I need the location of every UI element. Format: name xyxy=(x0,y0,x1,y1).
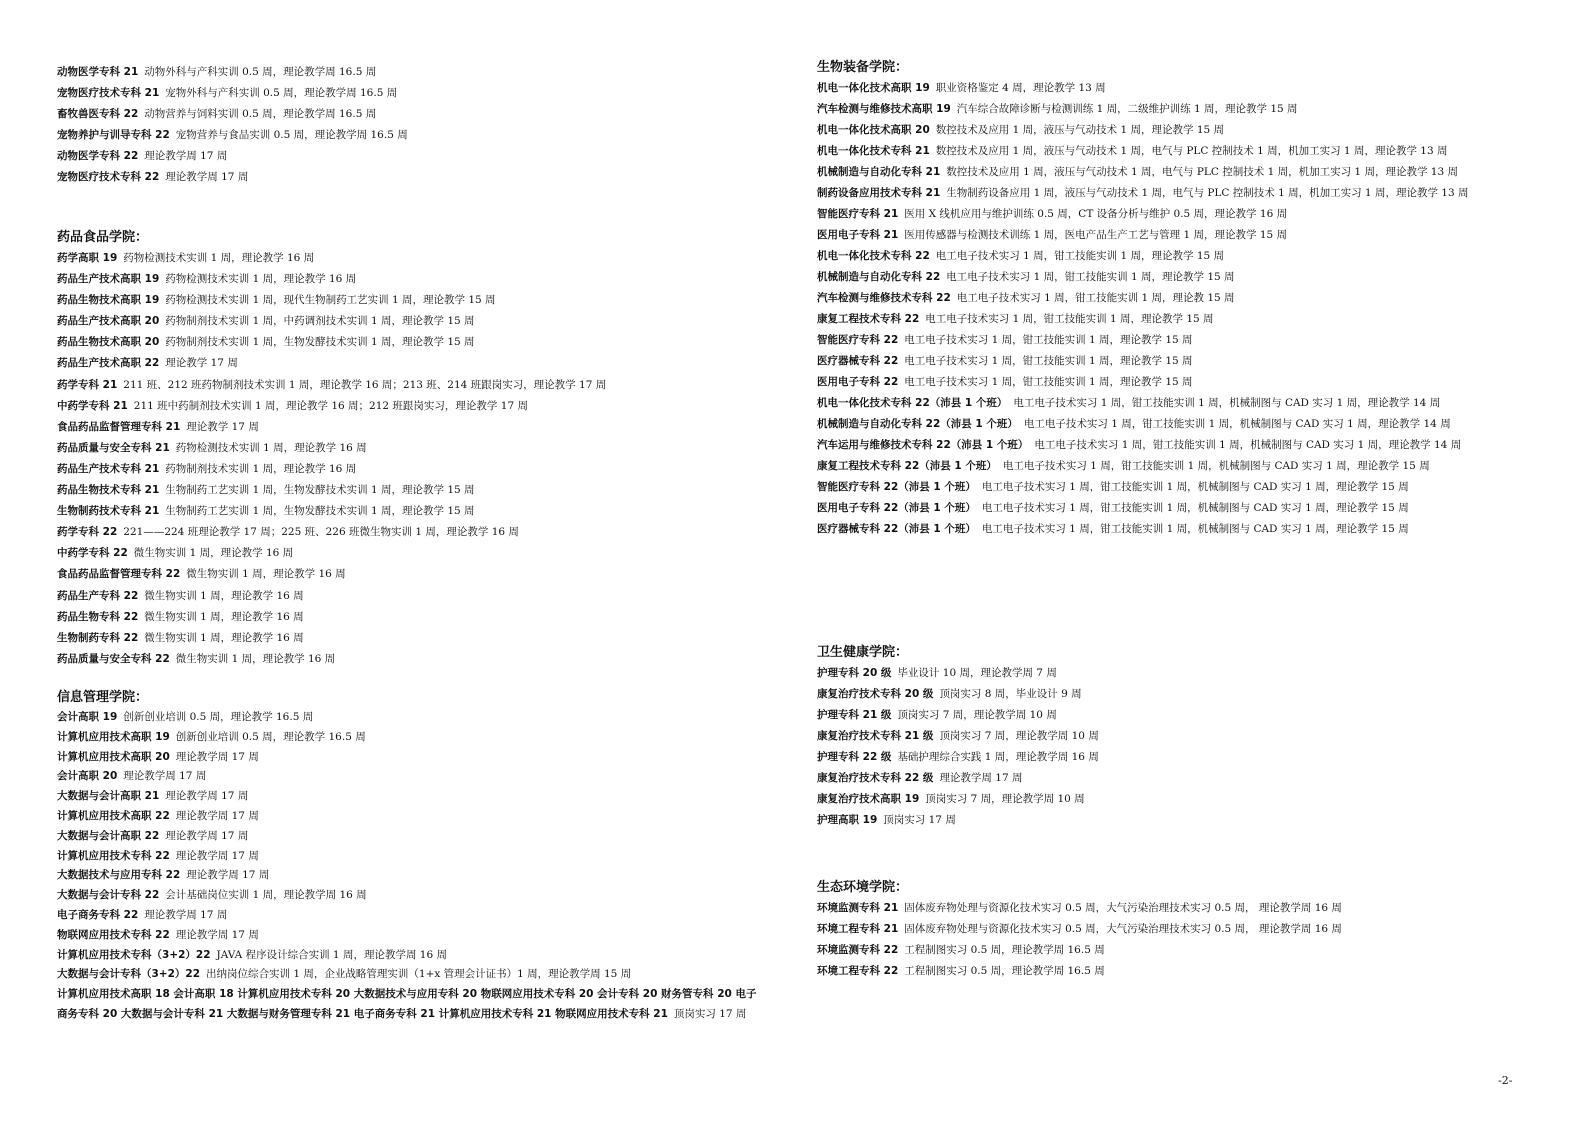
schedule-row xyxy=(57,906,757,926)
schedule-row xyxy=(817,519,1517,540)
schedule-row xyxy=(817,940,1517,961)
class-name: 会计高职 19 xyxy=(57,711,118,723)
schedule-row xyxy=(57,926,757,946)
schedule-detail: 理论教学周 17 周 xyxy=(186,869,270,882)
schedule-row xyxy=(57,728,757,748)
schedule-row xyxy=(57,985,757,1025)
schedule-detail: 动物营养与饲料实训 0.5 周，理论教学周 16.5 周 xyxy=(144,108,377,120)
schedule-row xyxy=(817,747,1517,768)
schedule-detail: 医用 X 线机应用与维护训练 0.5 周，CT 设备分析与维护 0.5 周，理论教学 16 周 xyxy=(904,208,1288,220)
schedule-row xyxy=(817,351,1517,372)
class-name: 计算机应用技术高职 22 xyxy=(57,809,170,822)
schedule-row xyxy=(57,146,757,167)
schedule-row xyxy=(817,768,1517,789)
schedule-row xyxy=(817,183,1517,204)
college-section xyxy=(817,643,1517,831)
schedule-detail: 工程制图实习 0.5 周，理论教学周 16.5 周 xyxy=(904,965,1105,977)
schedule-row xyxy=(57,767,757,787)
schedule-row xyxy=(57,62,757,83)
schedule-detail: 微生物实训 1 周，理论教学 16 周 xyxy=(144,589,304,602)
college-heading: 卫生健康学院： xyxy=(817,645,909,660)
schedule-detail: 宠物外科与产科实训 0.5 周，理论教学周 16.5 周 xyxy=(165,87,398,99)
schedule-detail: 宠物营养与食品实训 0.5 周，理论教学周 16.5 周 xyxy=(175,129,408,141)
schedule-row xyxy=(817,204,1517,225)
schedule-row xyxy=(57,886,757,906)
schedule-row xyxy=(817,120,1517,141)
schedule-detail: 微生物实训 1 周，理论教学 16 周 xyxy=(144,610,304,623)
schedule-detail: 生物制药工艺实训 1 周，生物发酵技术实训 1 周，理论教学 15 周 xyxy=(165,505,475,518)
class-name: 康复工程技术专科 22（沛县 1 个班） xyxy=(817,460,997,472)
college-heading: 生物装备学院： xyxy=(817,60,909,75)
schedule-row xyxy=(817,246,1517,267)
schedule-row xyxy=(817,456,1517,477)
schedule-detail: 电工电子技术实习 1 周，钳工技能实训 1 周，机械制图与 CAD 实习 1 周，理论教学 15 周 xyxy=(981,502,1409,514)
schedule-row xyxy=(57,396,757,417)
schedule-row xyxy=(817,684,1517,705)
schedule-row xyxy=(57,104,757,125)
schedule-detail: 顶岗实习 8 周，毕业设计 9 周 xyxy=(939,688,1082,700)
schedule-detail: 理论教学周 17 周 xyxy=(939,772,1023,784)
schedule-row xyxy=(817,789,1517,810)
schedule-detail: 电工电子技术实习 1 周，钳工技能实训 1 周，机械制图与 CAD 实习 1 周，理论教学 14 周 xyxy=(1013,397,1441,409)
schedule-detail: 微生物实训 1 周，理论教学 16 周 xyxy=(175,652,336,665)
schedule-detail: 顶岗实习 7 周，理论教学周 10 周 xyxy=(897,709,1057,721)
schedule-detail: 创新创业培训 0.5 周，理论教学 16.5 周 xyxy=(175,730,366,743)
schedule-detail: 药物制剂技术实训 1 周，理论教学 16 周 xyxy=(165,462,357,475)
schedule-row xyxy=(57,290,757,311)
class-name: 药品生产技术高职 22 xyxy=(57,357,160,370)
class-name: 宠物养护与训导专科 22 xyxy=(57,129,170,141)
schedule-detail: 固体废弃物处理与资源化技术实习 0.5 周，大气污染治理技术实习 0.5 周， 理论教学周 16 周 xyxy=(904,902,1342,914)
class-name: 康复治疗技术专科 20 级 xyxy=(817,688,934,700)
schedule-detail: 电工电子技术实习 1 周，钳工技能实训 1 周，机械制图与 CAD 实习 1 周，理论教学 15 周 xyxy=(981,481,1409,493)
class-name: 动物医学专科 21 xyxy=(57,66,139,78)
schedule-detail: 药物检测技术实训 1 周，理论教学 16 周 xyxy=(123,252,315,264)
college-section xyxy=(57,62,757,188)
schedule-row xyxy=(57,543,757,564)
class-name: 大数据与会计专科（3+2）22 xyxy=(57,968,201,981)
schedule-detail: 会计基础岗位实训 1 周，理论教学周 16 周 xyxy=(165,889,367,902)
schedule-detail: 生物制药设备应用 1 周，液压与气动技术 1 周，电气与 PLC 控制技术 1 周，机加工实习 1 周，理论教学 13 周 xyxy=(946,187,1469,199)
class-name: 机电一体化技术专科 21 xyxy=(817,145,930,157)
schedule-detail: 顶岗实习 17 周 xyxy=(883,814,956,826)
schedule-detail: 211 班、212 班药物制剂技术实训 1 周，理论教学 16 周；213 班、214 班跟岗实习，理论教学 17 周 xyxy=(123,378,607,391)
schedule-detail: 药物制剂技术实训 1 周，生物发酵技术实训 1 周，理论教学 15 周 xyxy=(165,336,475,349)
schedule-detail: 理论教学周 17 周 xyxy=(165,790,249,803)
schedule-detail: 数控技术及应用 1 周，液压与气动技术 1 周，理论教学 15 周 xyxy=(935,124,1225,136)
schedule-detail: 生物制药工艺实训 1 周，生物发酵技术实训 1 周，理论教学 15 周 xyxy=(165,484,475,497)
schedule-detail: 汽车综合故障诊断与检测训练 1 周，二级维护训练 1 周，理论教学 15 周 xyxy=(956,103,1298,115)
schedule-detail: 电工电子技术实习 1 周，钳工技能实训 1 周，机械制图与 CAD 实习 1 周，理论教学 14 周 xyxy=(1023,418,1451,430)
class-name: 医疗器械专科 22（沛县 1 个班） xyxy=(817,523,976,535)
college-heading: 信息管理学院： xyxy=(57,690,149,705)
class-name: 机电一体化技术高职 19 xyxy=(817,82,930,94)
schedule-row xyxy=(57,628,757,649)
schedule-detail: 电工电子技术实习 1 周，钳工技能实训 1 周，理论教学 15 周 xyxy=(935,250,1225,262)
schedule-detail: 创新创业培训 0.5 周，理论教学 16.5 周 xyxy=(123,711,314,723)
schedule-detail: JAVA 程序设计综合实训 1 周，理论教学周 16 周 xyxy=(216,948,447,961)
class-name: 环境工程专科 21 xyxy=(817,923,899,935)
class-name: 康复治疗技术专科 21 级 xyxy=(817,730,934,742)
class-name: 宠物医疗技术专科 22 xyxy=(57,171,160,183)
class-name: 食品药品监督管理专科 21 xyxy=(57,420,181,433)
schedule-detail: 工程制图实习 0.5 周，理论教学周 16.5 周 xyxy=(904,944,1105,956)
schedule-detail: 理论教学周 17 周 xyxy=(175,849,259,862)
schedule-row xyxy=(57,965,757,985)
schedule-row xyxy=(57,83,757,104)
class-name: 康复治疗技术专科 22 级 xyxy=(817,772,934,784)
class-name: 护理专科 22 级 xyxy=(817,751,892,763)
page-number: -2- xyxy=(1498,1074,1513,1087)
class-name: 大数据与会计专科 22 xyxy=(57,889,160,902)
schedule-row xyxy=(57,946,757,966)
class-name: 智能医疗专科 21 xyxy=(817,208,899,220)
class-name: 汽车检测与维修技术高职 19 xyxy=(817,103,951,115)
class-name: 电子商务专科 22 xyxy=(57,908,139,921)
schedule-row xyxy=(57,459,757,480)
schedule-row xyxy=(817,141,1517,162)
class-name: 汽车检测与维修技术专科 22 xyxy=(817,292,951,304)
schedule-row xyxy=(57,438,757,459)
schedule-row xyxy=(817,393,1517,414)
schedule-row xyxy=(57,501,757,522)
class-name: 计算机应用技术专科 22 xyxy=(57,849,170,862)
schedule-row xyxy=(57,807,757,827)
class-name: 医疗器械专科 22 xyxy=(817,355,899,367)
class-name: 食品药品监督管理专科 22 xyxy=(57,568,181,581)
schedule-row xyxy=(817,162,1517,183)
class-name: 智能医疗专科 22（沛县 1 个班） xyxy=(817,481,976,493)
schedule-detail: 微生物实训 1 周，理论教学 16 周 xyxy=(186,568,346,581)
schedule-row xyxy=(817,372,1517,393)
class-name: 药品生产技术专科 21 xyxy=(57,462,160,475)
class-name: 药品质量与安全专科 22 xyxy=(57,652,170,665)
schedule-detail: 动物外科与产科实训 0.5 周，理论教学周 16.5 周 xyxy=(144,66,377,78)
schedule-row xyxy=(57,748,757,768)
class-name: 制药设备应用技术专科 21 xyxy=(817,187,941,199)
class-name: 医用电子专科 22（沛县 1 个班） xyxy=(817,502,976,514)
schedule-row xyxy=(57,564,757,585)
schedule-row xyxy=(817,288,1517,309)
schedule-detail: 电工电子技术实习 1 周，钳工技能实训 1 周，理论教学 15 周 xyxy=(904,355,1193,367)
schedule-detail: 电工电子技术实习 1 周，钳工技能实训 1 周，理论教 15 周 xyxy=(956,292,1235,304)
schedule-detail: 理论教学周 17 周 xyxy=(144,150,228,162)
schedule-detail: 数控技术及应用 1 周，液压与气动技术 1 周，电气与 PLC 控制技术 1 周，机加工实习 1 周，理论教学 13 周 xyxy=(946,166,1458,178)
class-name: 康复治疗技术高职 19 xyxy=(817,793,920,805)
schedule-detail: 微生物实训 1 周，理论教学 16 周 xyxy=(133,547,294,560)
class-name: 计算机应用技术高职 19 xyxy=(57,730,170,743)
class-name: 护理专科 21 级 xyxy=(817,709,892,721)
schedule-detail: 药物检测技术实训 1 周，理论教学 16 周 xyxy=(175,441,367,454)
schedule-row xyxy=(57,269,757,290)
class-name: 护理专科 20 级 xyxy=(817,667,892,679)
schedule-detail: 221——224 班理论教学 17 周；225 班、226 班微生物实训 1 周，理论教学 16 周 xyxy=(123,526,519,539)
class-name: 药品质量与安全专科 21 xyxy=(57,441,170,454)
class-name: 药品生物技术高职 20 xyxy=(57,336,160,349)
schedule-row xyxy=(817,78,1517,99)
schedule-row xyxy=(57,708,757,728)
schedule-detail: 数控技术及应用 1 周，液压与气动技术 1 周，电气与 PLC 控制技术 1 周，机加工实习 1 周，理论教学 13 周 xyxy=(935,145,1448,157)
schedule-row xyxy=(57,332,757,353)
college-section xyxy=(817,878,1517,982)
schedule-detail: 毕业设计 10 周，理论教学周 7 周 xyxy=(897,667,1057,679)
college-section xyxy=(817,58,1517,540)
class-name: 生物制药技术专科 21 xyxy=(57,505,160,518)
schedule-row xyxy=(817,330,1517,351)
schedule-row xyxy=(57,375,757,396)
class-name: 环境监测专科 21 xyxy=(817,902,899,914)
schedule-row xyxy=(817,663,1517,684)
class-name: 药学专科 22 xyxy=(57,526,118,539)
class-name: 中药学专科 22 xyxy=(57,547,128,560)
schedule-detail: 固体废弃物处理与资源化技术实习 0.5 周，大气污染治理技术实习 0.5 周， 理论教学周 16 周 xyxy=(904,923,1342,935)
class-name: 计算机应用技术专科（3+2）22 xyxy=(57,948,211,961)
schedule-detail: 理论教学周 17 周 xyxy=(175,750,259,763)
class-name: 计算机应用技术高职 20 xyxy=(57,750,170,763)
schedule-detail: 理论教学周 17 周 xyxy=(175,809,259,822)
class-name: 智能医疗专科 22 xyxy=(817,334,899,346)
schedule-row xyxy=(57,311,757,332)
class-name: 医用电子专科 22 xyxy=(817,376,899,388)
class-name: 机电一体化技术高职 20 xyxy=(817,124,930,136)
class-name: 物联网应用技术专科 22 xyxy=(57,928,170,941)
schedule-row xyxy=(57,353,757,374)
schedule-detail: 理论教学周 17 周 xyxy=(175,928,259,941)
class-name: 药学高职 19 xyxy=(57,252,118,264)
schedule-row xyxy=(57,480,757,501)
college-heading: 生态环境学院： xyxy=(817,880,909,895)
schedule-detail: 理论教学周 17 周 xyxy=(123,770,207,783)
schedule-row xyxy=(57,586,757,607)
schedule-row xyxy=(817,810,1517,831)
class-name: 大数据技术与应用专科 22 xyxy=(57,869,181,882)
schedule-detail: 顶岗实习 7 周，理论教学周 10 周 xyxy=(925,793,1085,805)
class-name: 药品生物技术专科 21 xyxy=(57,484,160,497)
class-name: 康复工程技术专科 22 xyxy=(817,313,920,325)
class-name: 计算机应用技术高职 18 会计高职 18 计算机应用技术专科 20 大数据技术与应用专科 20 物联网应用技术专科 20 会计专科 20 财务管专科 20 电子商务专科 20 大数据与会计专科 21 大数据与财务管理专科 21 电子商务专科 21 计算机应用技术专科 21 物联网应用技术专科 21 xyxy=(57,988,757,1020)
schedule-row xyxy=(817,414,1517,435)
schedule-row xyxy=(57,522,757,543)
schedule-detail: 药物检测技术实训 1 周，理论教学 16 周 xyxy=(165,273,357,286)
schedule-row xyxy=(817,309,1517,330)
schedule-detail: 微生物实训 1 周，理论教学 16 周 xyxy=(144,631,304,644)
schedule-detail: 药物制剂技术实训 1 周，中药调剂技术实训 1 周，理论教学 15 周 xyxy=(165,315,475,328)
class-name: 药品生物技术高职 19 xyxy=(57,294,160,307)
class-name: 中药学专科 21 xyxy=(57,399,128,412)
class-name: 机械制造与自动化专科 21 xyxy=(817,166,941,178)
schedule-row xyxy=(817,705,1517,726)
schedule-row xyxy=(817,267,1517,288)
class-name: 大数据与会计高职 21 xyxy=(57,790,160,803)
schedule-detail: 理论教学周 17 周 xyxy=(165,171,249,183)
schedule-row xyxy=(817,726,1517,747)
schedule-detail: 电工电子技术实习 1 周，钳工技能实训 1 周，理论教学 15 周 xyxy=(904,334,1193,346)
schedule-detail: 医用传感器与检测技术训练 1 周，医电产品生产工艺与管理 1 周，理论教学 15 周 xyxy=(904,229,1288,241)
class-name: 药学专科 21 xyxy=(57,378,118,391)
class-name: 宠物医疗技术专科 21 xyxy=(57,87,160,99)
schedule-detail: 理论教学 17 周 xyxy=(165,357,238,370)
schedule-detail: 理论教学 17 周 xyxy=(186,420,259,433)
schedule-row xyxy=(57,248,757,269)
schedule-detail: 电工电子技术实习 1 周，钳工技能实训 1 周，理论教学 15 周 xyxy=(946,271,1235,283)
class-name: 药品生产技术高职 20 xyxy=(57,315,160,328)
schedule-row xyxy=(57,417,757,438)
schedule-row xyxy=(57,847,757,867)
schedule-detail: 职业资格鉴定 4 周，理论教学 13 周 xyxy=(935,82,1106,94)
class-name: 环境工程专科 22 xyxy=(817,965,899,977)
class-name: 动物医学专科 22 xyxy=(57,150,139,162)
schedule-detail: 电工电子技术实习 1 周，钳工技能实训 1 周，机械制图与 CAD 实习 1 周，理论教学 15 周 xyxy=(1002,460,1430,472)
schedule-row xyxy=(817,225,1517,246)
schedule-detail: 电工电子技术实习 1 周，钳工技能实训 1 周，机械制图与 CAD 实习 1 周，理论教学 15 周 xyxy=(981,523,1409,535)
class-name: 药品生产专科 22 xyxy=(57,589,139,602)
class-name: 护理高职 19 xyxy=(817,814,878,826)
class-name: 汽车运用与维修技术专科 22（沛县 1 个班） xyxy=(817,439,1029,451)
college-section xyxy=(57,688,757,1025)
schedule-detail: 顶岗实习 17 周 xyxy=(673,1007,747,1020)
class-name: 机械制造与自动化专科 22 xyxy=(817,271,941,283)
schedule-row xyxy=(57,827,757,847)
schedule-row xyxy=(57,866,757,886)
schedule-row xyxy=(57,125,757,146)
class-name: 药品生物专科 22 xyxy=(57,610,139,623)
class-name: 机电一体化技术专科 22 xyxy=(817,250,930,262)
schedule-row xyxy=(817,477,1517,498)
schedule-detail: 基础护理综合实践 1 周，理论教学周 16 周 xyxy=(897,751,1099,763)
class-name: 机电一体化技术专科 22（沛县 1 个班） xyxy=(817,397,1008,409)
class-name: 环境监测专科 22 xyxy=(817,944,899,956)
schedule-row xyxy=(817,435,1517,456)
class-name: 大数据与会计高职 22 xyxy=(57,829,160,842)
class-name: 医用电子专科 21 xyxy=(817,229,899,241)
schedule-detail: 电工电子技术实习 1 周，钳工技能实训 1 周，理论教学 15 周 xyxy=(925,313,1214,325)
schedule-detail: 电工电子技术实习 1 周，钳工技能实训 1 周，机械制图与 CAD 实习 1 周，理论教学 14 周 xyxy=(1034,439,1462,451)
schedule-detail: 理论教学周 17 周 xyxy=(144,908,228,921)
schedule-row xyxy=(57,787,757,807)
class-name: 畜牧兽医专科 22 xyxy=(57,108,139,120)
schedule-detail: 理论教学周 17 周 xyxy=(165,829,249,842)
class-name: 机械制造与自动化专科 22（沛县 1 个班） xyxy=(817,418,1018,430)
schedule-row xyxy=(57,649,757,670)
class-name: 药品生产技术高职 19 xyxy=(57,273,160,286)
schedule-detail: 顶岗实习 7 周，理论教学周 10 周 xyxy=(939,730,1099,742)
class-name: 生物制药专科 22 xyxy=(57,631,139,644)
schedule-row xyxy=(57,607,757,628)
college-section xyxy=(57,228,757,670)
schedule-detail: 211 班中药制剂技术实训 1 周，理论教学 16 周；212 班跟岗实习，理论教学 17 周 xyxy=(133,399,528,412)
schedule-row xyxy=(57,167,757,188)
schedule-row xyxy=(817,498,1517,519)
class-name: 会计高职 20 xyxy=(57,770,118,783)
schedule-detail: 电工电子技术实习 1 周，钳工技能实训 1 周，理论教学 15 周 xyxy=(904,376,1193,388)
schedule-detail: 出纳岗位综合实训 1 周，企业战略管理实训（1+x 管理会计证书）1 周，理论教学周 15 周 xyxy=(206,968,632,981)
college-heading: 药品食品学院： xyxy=(57,230,149,245)
schedule-row xyxy=(817,898,1517,919)
schedule-row xyxy=(817,961,1517,982)
schedule-row xyxy=(817,99,1517,120)
schedule-detail: 药物检测技术实训 1 周，现代生物制药工艺实训 1 周，理论教学 15 周 xyxy=(165,294,496,307)
schedule-row xyxy=(817,919,1517,940)
